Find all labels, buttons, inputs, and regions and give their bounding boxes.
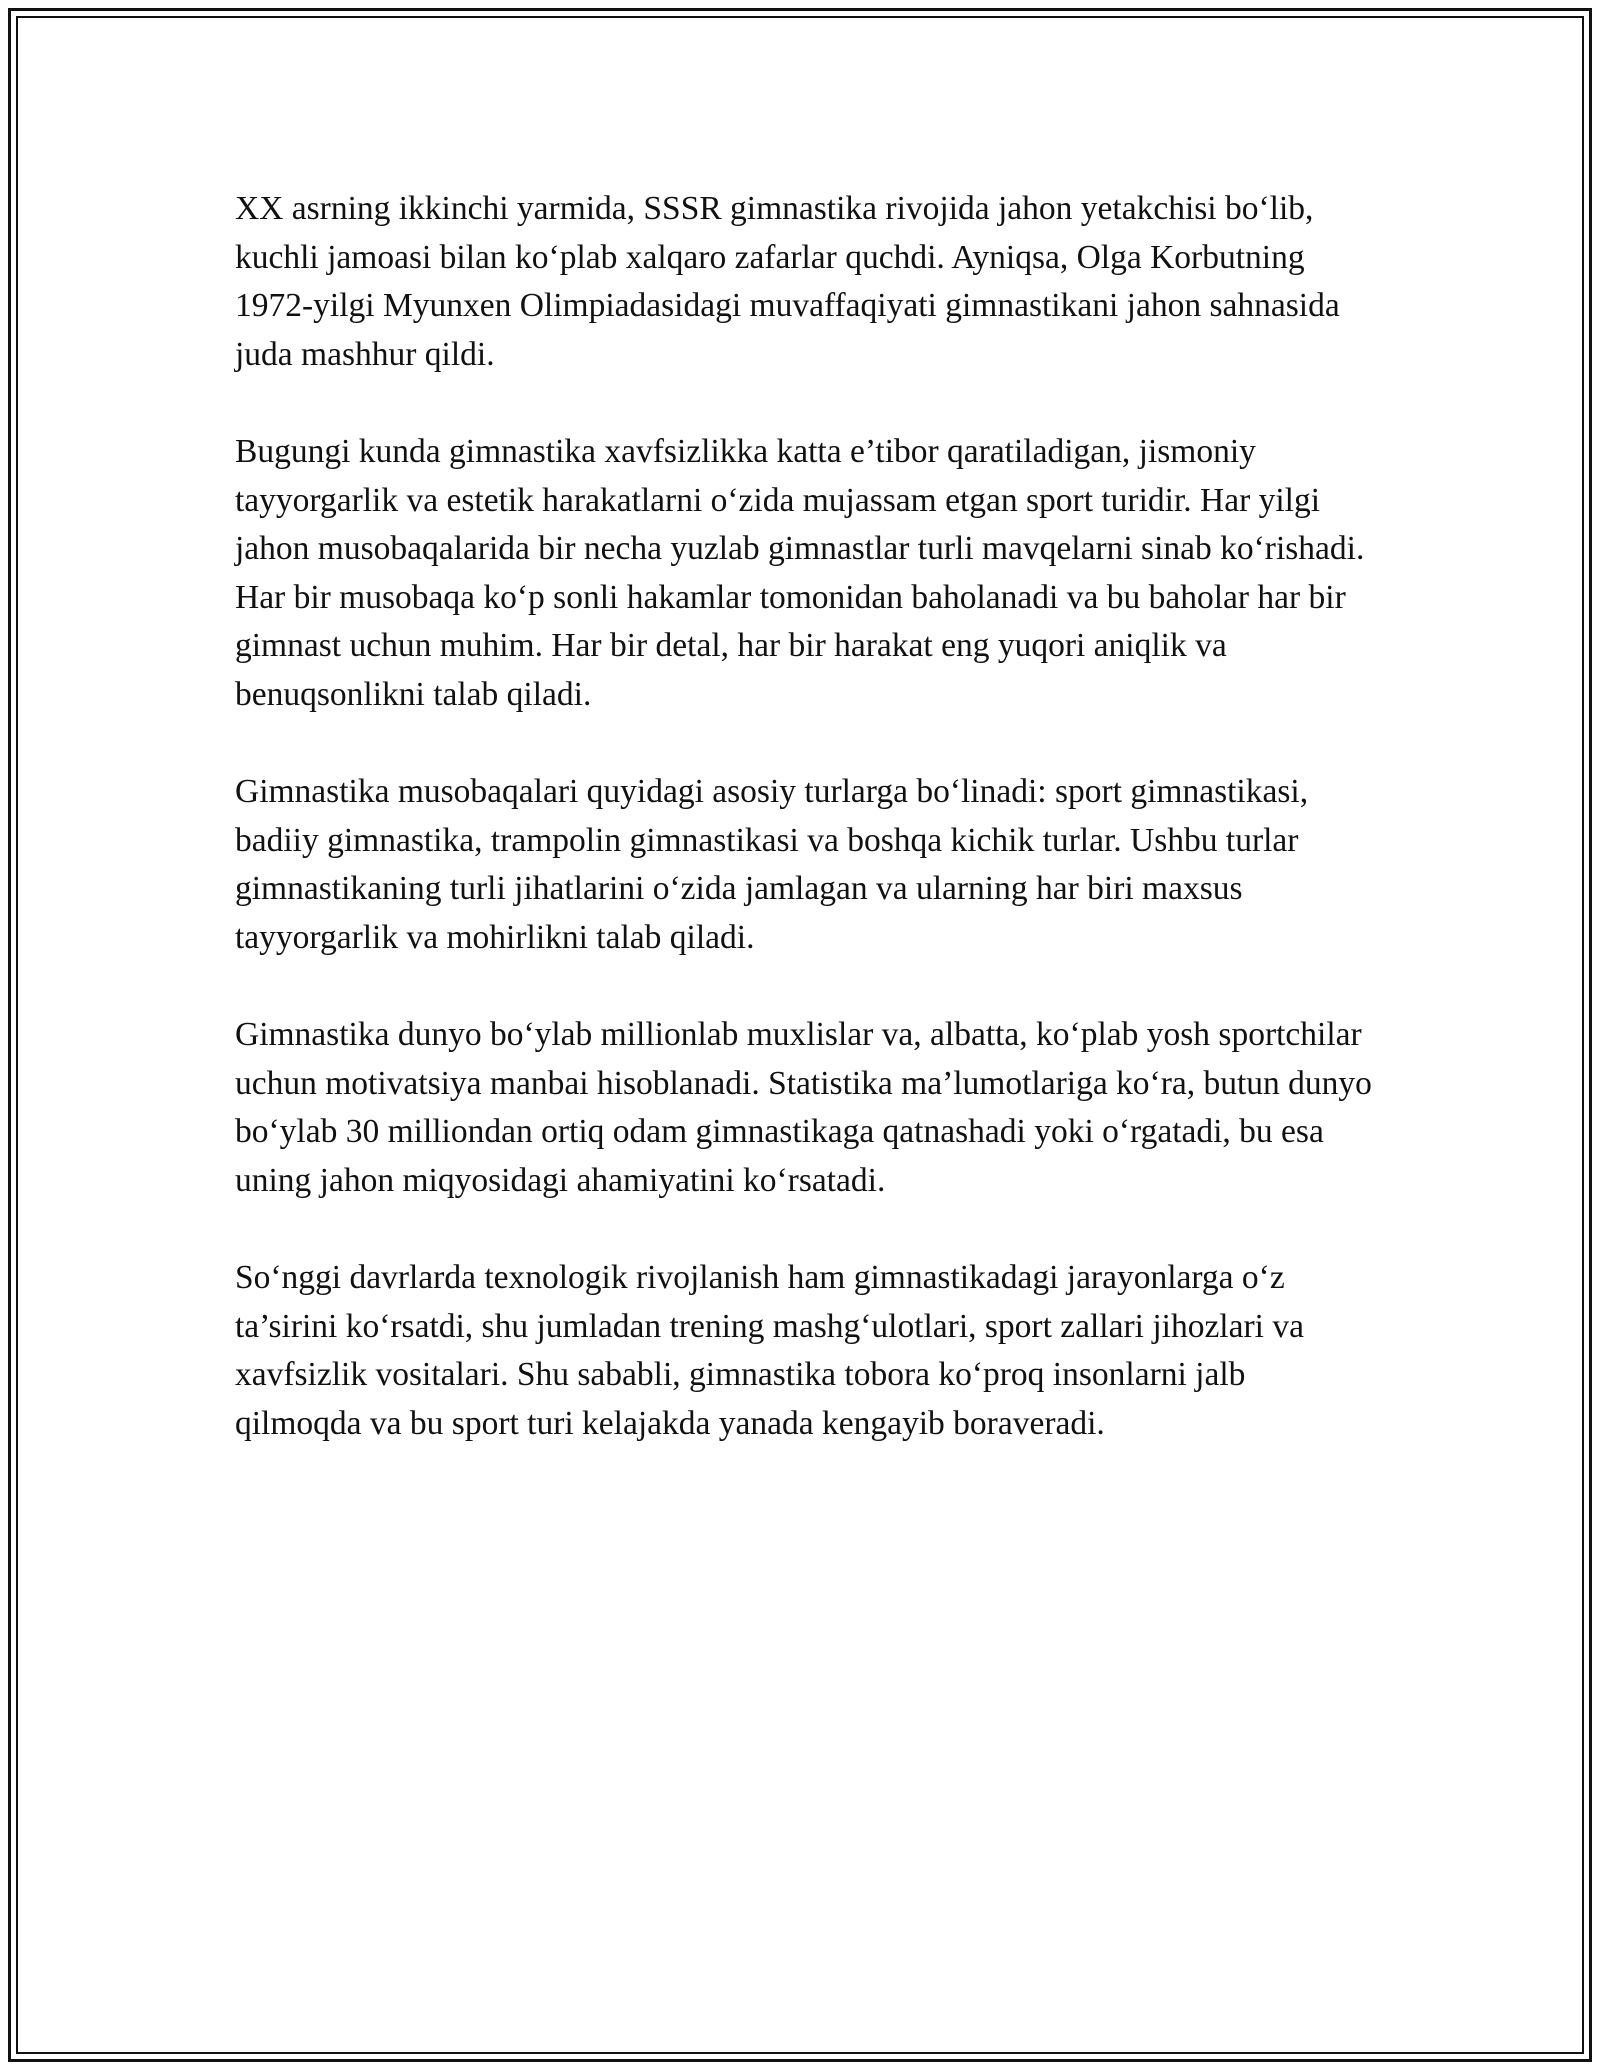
paragraph-gymnastics-history: XX asrning ikkinchi yarmida, SSSR gimnastika rivojida jahon yetakchisi bo‘lib, kuchli jamoasi bilan ko‘plab xalqaro zafarlar quchdi. Ayniqsa, Olga Korbutning 1972-yilgi Myunxen Olimpiadasidagi muvaffaqiyati gimnastikani jahon sahnasida juda mashhur qildi.	[235, 190, 1340, 373]
paragraph-gymnastics-types: Gimnastika musobaqalari quyidagi asosiy turlarga bo‘linadi: sport gimnastikasi, badiiy gimnastika, trampolin gimnastikasi va boshqa kichik turlar. Ushbu turlar gimnastikaning turli jihatlarini o‘zida jamlagan va ularning har biri maxsus tayyorgarlik va mohirlikni talab qiladi.	[235, 773, 1309, 956]
document-body	[235, 185, 1375, 1497]
paragraph-gymnastics-popularity: Gimnastika dunyo bo‘ylab millionlab muxlislar va, albatta, ko‘plab yosh sportchilar uchun motivatsiya manbai hisoblanadi. Statistika ma’lumotlariga ko‘ra, butun dunyo bo‘ylab 30 milliondan ortiq odam gimnastikaga qatnashadi yoki o‘rgatadi, bu esa uning jahon miqyosidagi ahamiyatini ko‘rsatadi.	[235, 1016, 1372, 1199]
paragraph-gymnastics-technology: So‘nggi davrlarda texnologik rivojlanish ham gimnastikadagi jarayonlarga o‘z ta’sirini ko‘rsatdi, shu jumladan trening mashg‘ulotlari, sport zallari jihozlari va xavfsizlik vositalari. Shu sababli, gimnastika tobora ko‘proq insonlarni jalb qilmoqda va bu sport turi kelajakda yanada kengayib boraveradi.	[235, 1259, 1304, 1442]
paragraph-gymnastics-today: Bugungi kunda gimnastika xavfsizlikka katta e’tibor qaratiladigan, jismoniy tayyorgarlik va estetik harakatlarni o‘zida mujassam etgan sport turidir. Har yilgi jahon musobaqalarida bir necha yuzlab gimnastlar turli mavqelarni sinab ko‘rishadi. Har bir musobaqa ko‘p sonli hakamlar tomonidan baholanadi va bu baholar har bir gimnast uchun muhim. Har bir detal, har bir harakat eng yuqori aniqlik va benuqsonlikni talab qiladi.	[235, 433, 1365, 713]
